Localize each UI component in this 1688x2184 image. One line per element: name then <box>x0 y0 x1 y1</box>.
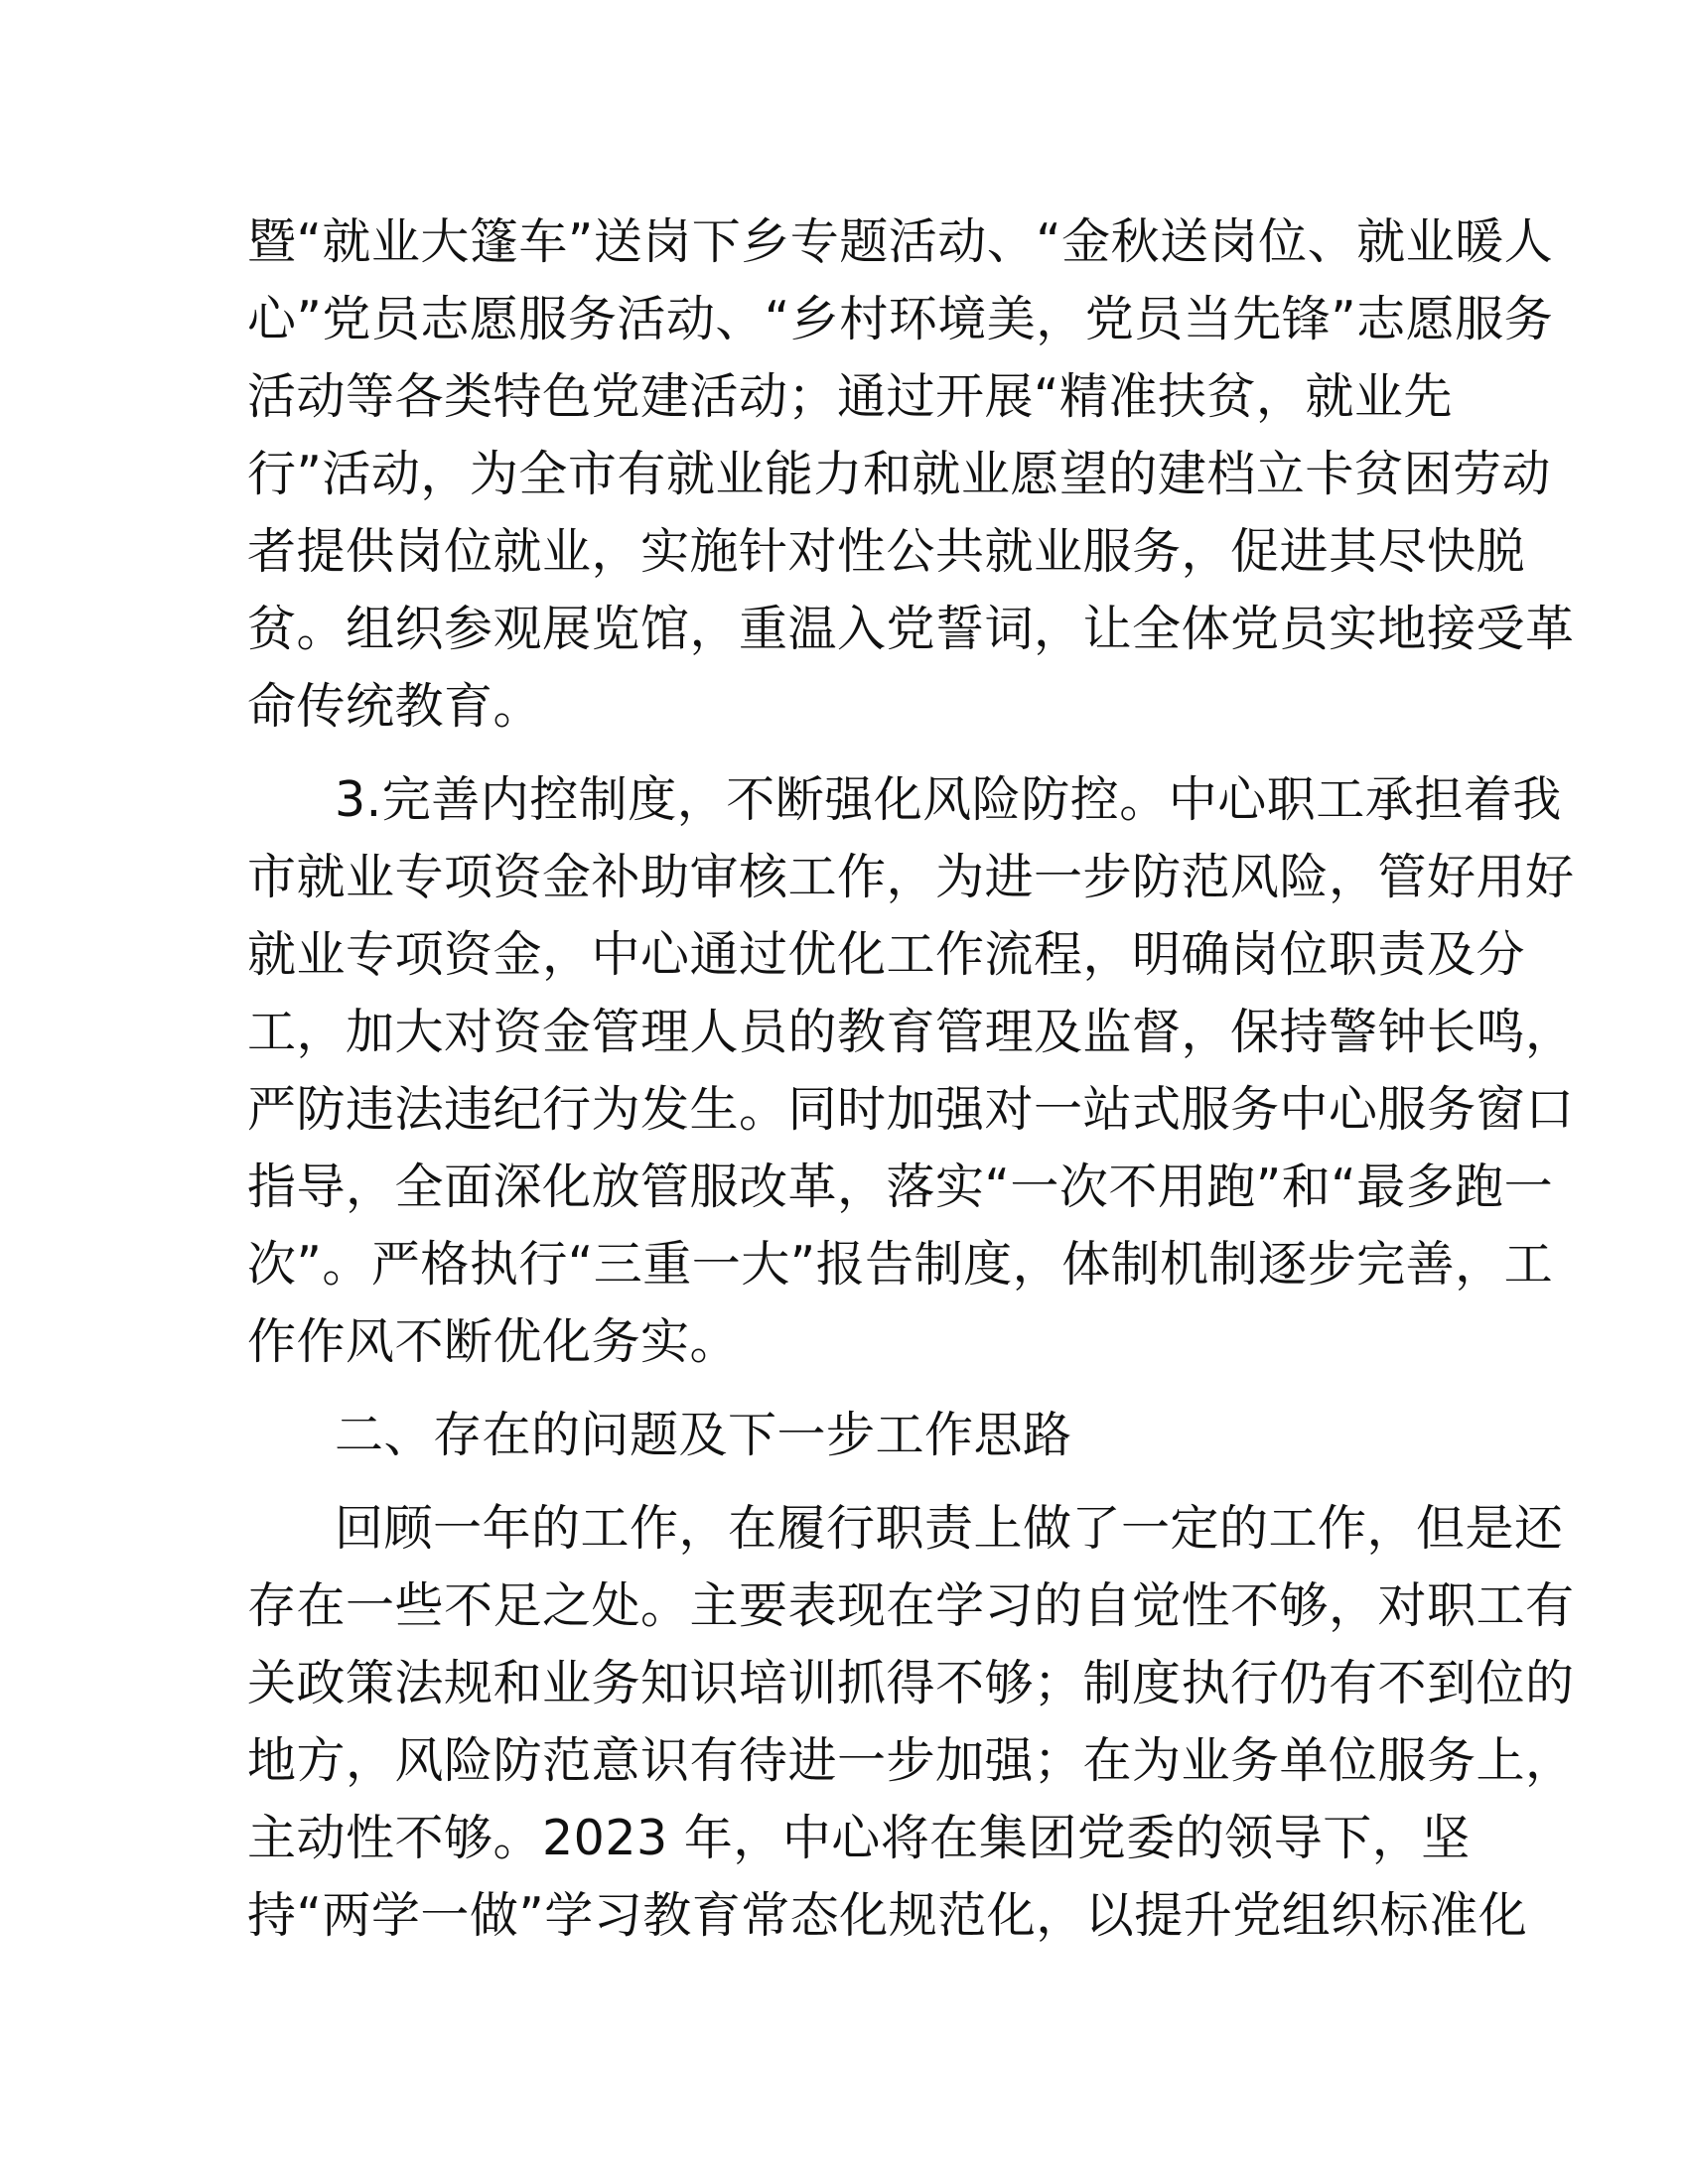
heading-problems-and-plans: 二、存在的问题及下一步工作思路 <box>335 1407 1072 1463</box>
text-line: 关政策法规和业务知识培训抓得不够；制度执行仍有不到位的 <box>247 1655 1575 1711</box>
document-page <box>247 204 1575 1955</box>
text-line: 主动性不够。2023 年，中心将在集团党委的领导下，坚 <box>247 1810 1471 1866</box>
text-line: 就业专项资金，中心通过优化工作流程，明确岗位职责及分 <box>247 926 1526 983</box>
text-line: 心”党员志愿服务活动、“乡村环境美，党员当先锋”志愿服务 <box>247 291 1554 347</box>
text-line: 行”活动，为全市有就业能力和就业愿望的建档立卡贫困劳动 <box>247 446 1551 502</box>
text-line: 工，加大对资金管理人员的教育管理及监督，保持警钟长鸣， <box>247 1004 1575 1060</box>
text-line: 者提供岗位就业，实施针对性公共就业服务，促进其尽快脱 <box>247 523 1526 580</box>
text-line: 存在一些不足之处。主要表现在学习的自觉性不够，对职工有 <box>247 1577 1575 1634</box>
paragraph-internal-control <box>247 761 1575 1381</box>
section-heading <box>247 1397 1439 1474</box>
text-line: 暨“就业大篷车”送岗下乡专题活动、“金秋送岗位、就业暖人 <box>247 213 1554 270</box>
paragraph-review <box>247 1490 1575 1955</box>
text-line: 活动等各类特色党建活动；通过开展“精准扶贫，就业先 <box>247 368 1453 425</box>
text-line: 作作风不断优化务实。 <box>247 1313 740 1370</box>
text-line: 次”。严格执行“三重一大”报告制度，体制机制逐步完善，工 <box>247 1236 1554 1293</box>
text-line: 严防违法违纪行为发生。同时加强对一站式服务中心服务窗口 <box>247 1081 1575 1138</box>
text-line: 地方，风险防范意识有待进一步加强；在为业务单位服务上， <box>247 1732 1575 1789</box>
text-line: 3.完善内控制度，不断强化风险防控。中心职工承担着我 <box>335 771 1562 828</box>
text-line: 持“两学一做”学习教育常态化规范化，以提升党组织标准化 <box>247 1887 1528 1944</box>
text-line: 指导，全面深化放管服改革，落实“一次不用跑”和“最多跑一 <box>247 1159 1554 1215</box>
text-line: 市就业专项资金补助审核工作，为进一步防范风险，管好用好 <box>247 849 1575 905</box>
paragraph-party-activities <box>247 204 1575 746</box>
text-line: 命传统教育。 <box>247 678 543 735</box>
text-line: 贫。组织参观展览馆，重温入党誓词，让全体党员实地接受革 <box>247 601 1575 657</box>
text-line: 回顾一年的工作，在履行职责上做了一定的工作，但是还 <box>335 1500 1564 1557</box>
